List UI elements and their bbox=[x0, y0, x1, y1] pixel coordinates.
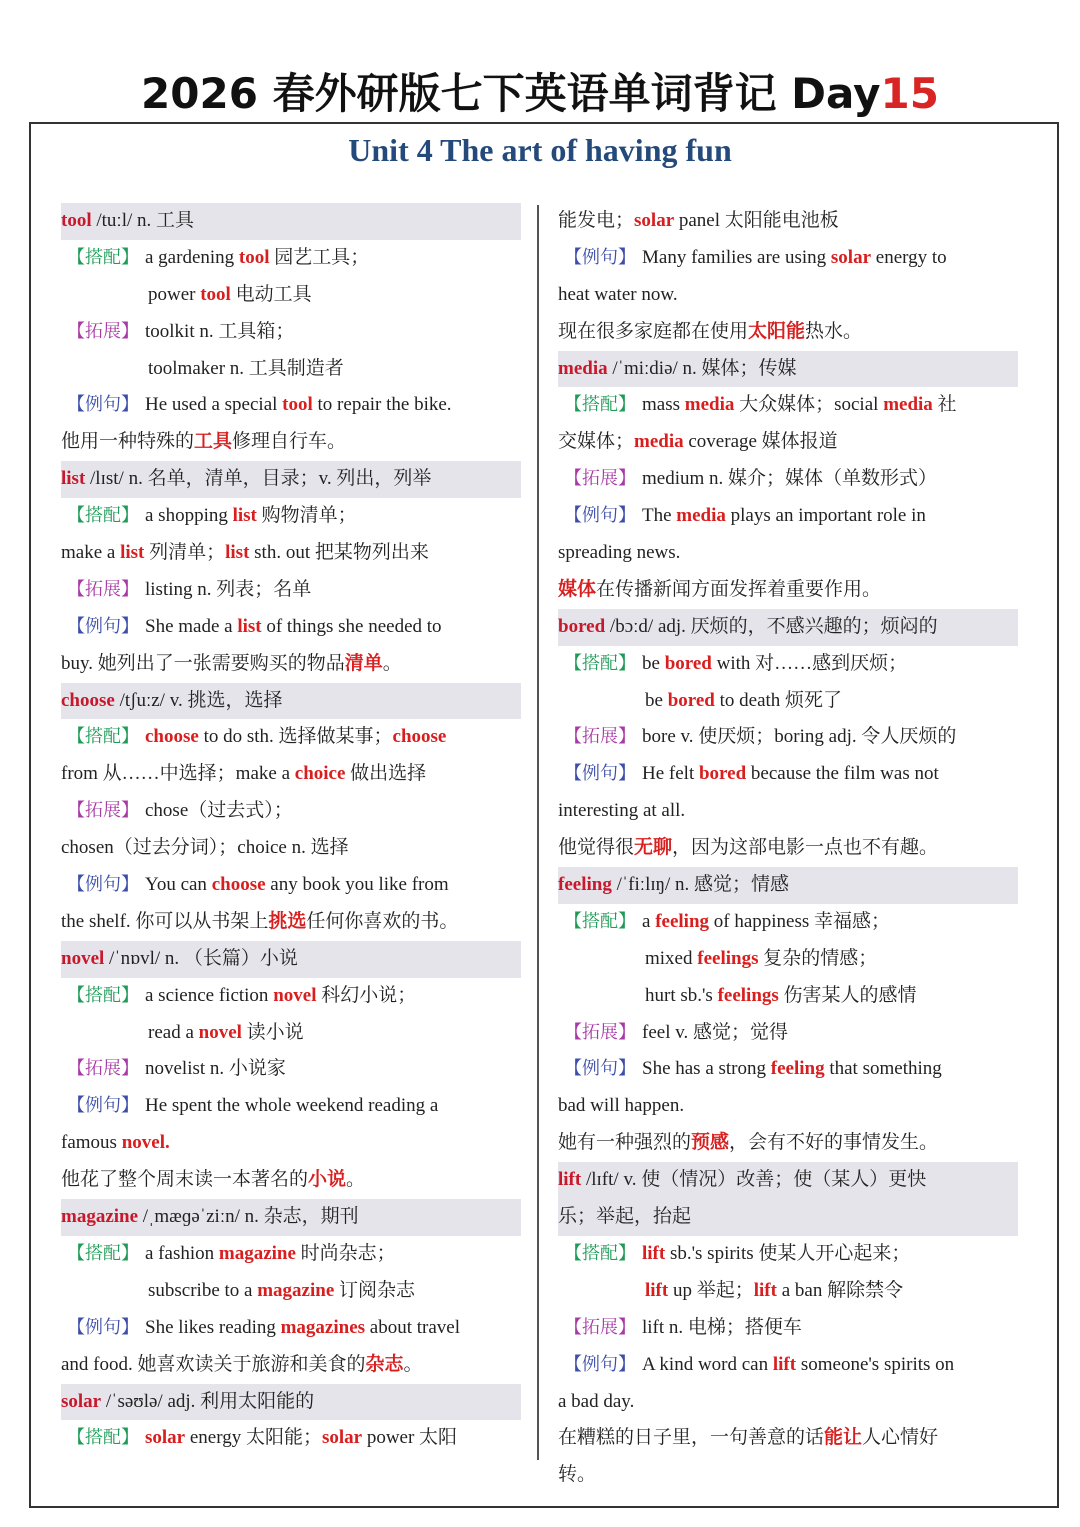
highlighted-word: bored bbox=[667, 689, 715, 711]
entry-tagged-line bbox=[61, 498, 521, 535]
section-tag: 【搭配】 bbox=[67, 1427, 139, 1449]
highlighted-word: bored bbox=[698, 763, 747, 785]
entry-tagged-line bbox=[61, 1088, 521, 1125]
highlighted-word: tool bbox=[238, 246, 270, 268]
highlighted-word: solar bbox=[830, 246, 872, 268]
line-text: 能发电； bbox=[558, 210, 635, 231]
line-text: 大众媒体；social bbox=[734, 394, 884, 416]
line-text: read a bbox=[148, 1021, 199, 1043]
line-text: Many families are using bbox=[642, 246, 831, 268]
highlighted-word: tool bbox=[282, 394, 313, 416]
entry-headword-line bbox=[61, 461, 521, 498]
line-text: about travel bbox=[365, 1316, 461, 1338]
line-text: any book you like from bbox=[265, 874, 449, 896]
highlighted-word: feeling bbox=[770, 1058, 825, 1080]
section-tag: 【例句】 bbox=[564, 1353, 636, 1375]
headword: tool bbox=[61, 210, 92, 231]
section-tag: 【拓展】 bbox=[67, 1058, 139, 1080]
highlighted-word: novel bbox=[198, 1021, 242, 1043]
line-text: 他用一种特殊的 bbox=[61, 431, 195, 453]
section-tag: 【搭配】 bbox=[564, 394, 636, 416]
section-tag: 【拓展】 bbox=[67, 800, 139, 822]
entry-text-line bbox=[558, 1125, 1018, 1162]
line-text: mass bbox=[642, 394, 685, 416]
entry-text-line bbox=[61, 1347, 521, 1384]
entry-tagged-line bbox=[61, 387, 521, 424]
line-text: that something bbox=[824, 1058, 942, 1080]
line-text: a shopping bbox=[145, 505, 233, 527]
line-text: 转。 bbox=[558, 1464, 597, 1486]
line-text: energy 太阳能； bbox=[185, 1427, 322, 1449]
line-text: coverage 媒体报道 bbox=[683, 431, 838, 453]
entry-tagged-line bbox=[61, 1051, 521, 1088]
section-tag: 【搭配】 bbox=[67, 1242, 139, 1264]
line-text: 做出选择 bbox=[345, 763, 427, 785]
line-text: 热水。 bbox=[805, 320, 863, 342]
line-text: sb.'s spirits 使某人开心起来； bbox=[665, 1242, 911, 1264]
highlighted-word: bored bbox=[664, 652, 712, 674]
entry-text-line bbox=[61, 1125, 521, 1162]
line-text: /lɪft/ v. 使（情况）改善；使（某人）更快 bbox=[581, 1169, 927, 1191]
section-tag: 【例句】 bbox=[67, 1316, 139, 1338]
entry-tagged-line bbox=[61, 867, 521, 904]
entry-text-line bbox=[558, 1273, 1018, 1310]
line-text: of happiness 幸福感； bbox=[709, 910, 891, 932]
highlighted-word: 挑选 bbox=[268, 910, 307, 932]
highlighted-word: novel. bbox=[121, 1132, 170, 1154]
highlighted-word: list bbox=[232, 505, 257, 527]
day-number: 15 bbox=[880, 69, 939, 118]
line-text: mixed bbox=[645, 947, 698, 969]
entry-headword-line bbox=[61, 683, 521, 720]
entry-headword-line bbox=[61, 203, 521, 240]
highlighted-word: 工具 bbox=[194, 431, 233, 453]
headword: bored bbox=[558, 615, 606, 637]
section-tag: 【拓展】 bbox=[564, 1021, 636, 1043]
entry-text-line bbox=[558, 203, 1018, 240]
line-text: a bad day. bbox=[558, 1390, 635, 1412]
highlighted-word: lift bbox=[645, 1279, 669, 1301]
line-text: and food. 她喜欢读关于旅游和美食的 bbox=[61, 1353, 366, 1375]
line-text: 任何你喜欢的书。 bbox=[306, 910, 459, 932]
headword: magazine bbox=[61, 1206, 139, 1228]
headword: media bbox=[558, 357, 608, 379]
line-text: You can bbox=[145, 874, 212, 896]
entry-tagged-line bbox=[558, 1236, 1018, 1273]
entry-text-line bbox=[61, 830, 521, 867]
entry-tagged-line bbox=[61, 609, 521, 646]
highlighted-word: choose bbox=[392, 726, 447, 748]
highlighted-word: choice bbox=[294, 763, 346, 785]
entry-tagged-line bbox=[61, 978, 521, 1015]
entry-text-line bbox=[61, 351, 521, 388]
highlighted-word: 清单 bbox=[344, 652, 383, 674]
line-text: She likes reading bbox=[145, 1316, 281, 1338]
line-text: subscribe to a bbox=[148, 1279, 258, 1301]
entry-text-line bbox=[558, 941, 1018, 978]
entry-text-line bbox=[61, 1162, 521, 1199]
line-text: He used a special bbox=[145, 394, 283, 416]
highlighted-word: choose bbox=[145, 726, 199, 748]
section-tag: 【拓展】 bbox=[564, 726, 636, 748]
highlighted-word: 无聊 bbox=[634, 837, 673, 859]
entry-text-line bbox=[558, 314, 1018, 351]
entry-tagged-line bbox=[61, 719, 521, 756]
line-text: a science fiction bbox=[145, 984, 274, 1006]
highlighted-word: 太阳能 bbox=[748, 320, 806, 342]
line-text: 乐；举起，抬起 bbox=[558, 1206, 692, 1228]
line-text: chosen（过去分词）；choice n. 选择 bbox=[61, 837, 349, 859]
entry-headword-line bbox=[558, 351, 1018, 388]
line-text: 交媒体； bbox=[558, 431, 635, 453]
section-tag: 【搭配】 bbox=[67, 984, 139, 1006]
section-tag: 【例句】 bbox=[67, 1095, 139, 1117]
column-divider bbox=[537, 205, 539, 1460]
section-tag: 【搭配】 bbox=[67, 246, 139, 268]
entry-tagged-line bbox=[61, 572, 521, 609]
entry-text-line bbox=[558, 1420, 1018, 1457]
line-text: make a bbox=[61, 542, 121, 564]
headword: choose bbox=[61, 689, 115, 711]
line-text: a ban 解除禁令 bbox=[776, 1279, 904, 1301]
highlighted-word: media bbox=[676, 505, 726, 527]
section-tag: 【拓展】 bbox=[564, 468, 636, 490]
line-text: 现在很多家庭都在使用 bbox=[558, 320, 749, 342]
headword: solar bbox=[61, 1390, 102, 1412]
line-text: 复杂的情感； bbox=[758, 947, 878, 969]
line-text: He spent the whole weekend reading a bbox=[145, 1095, 439, 1117]
line-text: feel v. 感觉；觉得 bbox=[642, 1021, 788, 1043]
unit-title: Unit 4 The art of having fun bbox=[348, 132, 732, 168]
entry-tagged-line bbox=[558, 1310, 1018, 1347]
line-text: buy. 她列出了一张需要购买的物品 bbox=[61, 652, 345, 674]
line-text: panel 太阳能电池板 bbox=[674, 210, 839, 231]
line-text: ，会有不好的事情发生。 bbox=[729, 1132, 939, 1154]
highlighted-word: lift bbox=[772, 1353, 797, 1375]
line-text: medium n. 媒介；媒体（单数形式） bbox=[642, 468, 938, 490]
line-text: spreading news. bbox=[558, 542, 681, 564]
highlighted-word: 杂志 bbox=[365, 1353, 404, 1375]
entry-tagged-line bbox=[558, 1051, 1018, 1088]
highlighted-word: feelings bbox=[697, 947, 759, 969]
entry-text-line bbox=[61, 1273, 521, 1310]
section-tag: 【例句】 bbox=[564, 1058, 636, 1080]
entry-text-line bbox=[61, 277, 521, 314]
line-text: /lɪst/ n. 名单，清单，目录；v. 列出，列举 bbox=[85, 468, 432, 490]
line-text: 列清单； bbox=[144, 542, 226, 564]
entry-text-line bbox=[61, 756, 521, 793]
highlighted-word: solar bbox=[145, 1427, 186, 1449]
line-text: up 举起； bbox=[668, 1279, 754, 1301]
line-text: ，因为这部电影一点也不有趣。 bbox=[672, 837, 939, 859]
line-text: bore v. 使厌烦；boring adj. 令人厌烦的 bbox=[642, 726, 957, 748]
entry-headword-line bbox=[558, 1162, 1018, 1199]
line-text: because the film was not bbox=[746, 763, 939, 785]
headword: lift bbox=[558, 1169, 582, 1191]
line-text: 社 bbox=[932, 394, 957, 416]
section-tag: 【搭配】 bbox=[564, 1242, 636, 1264]
line-text: heat water now. bbox=[558, 283, 678, 305]
line-text: /ˌmæɡəˈziːn/ n. 杂志，期刊 bbox=[138, 1206, 359, 1228]
highlighted-word: solar bbox=[634, 210, 675, 231]
line-text: /ˈfiːlɪŋ/ n. 感觉；情感 bbox=[611, 874, 790, 896]
entry-tagged-line bbox=[558, 1347, 1018, 1384]
line-text: plays an important role in bbox=[725, 505, 926, 527]
title-main: 2026 春外研版七下英语单词背记 Day bbox=[141, 69, 881, 118]
line-text: be bbox=[642, 652, 665, 674]
line-text: sth. out 把某物列出来 bbox=[249, 542, 429, 564]
entry-text-line bbox=[558, 1457, 1018, 1494]
line-text: 园艺工具； bbox=[269, 246, 370, 268]
entry-headword-line bbox=[61, 941, 521, 978]
highlighted-word: list bbox=[225, 542, 250, 564]
highlighted-word: lift bbox=[642, 1242, 666, 1264]
entry-headword-line bbox=[558, 1199, 1018, 1236]
line-text: 在传播新闻方面发挥着重要作用。 bbox=[596, 578, 882, 600]
highlighted-word: feeling bbox=[655, 910, 710, 932]
highlighted-word: media bbox=[634, 431, 684, 453]
section-tag: 【拓展】 bbox=[564, 1316, 636, 1338]
entry-text-line bbox=[558, 683, 1018, 720]
highlighted-word: list bbox=[120, 542, 145, 564]
line-text: She has a strong bbox=[642, 1058, 771, 1080]
line-text: 在糟糕的日子里，一句善意的话 bbox=[558, 1427, 825, 1449]
line-text: 电动工具 bbox=[230, 283, 312, 305]
line-text: 她有一种强烈的 bbox=[558, 1132, 692, 1154]
section-tag: 【拓展】 bbox=[67, 320, 139, 342]
line-text: power 太阳 bbox=[362, 1427, 458, 1449]
section-tag: 【拓展】 bbox=[67, 578, 139, 600]
entry-tagged-line bbox=[558, 240, 1018, 277]
line-text: a bbox=[642, 910, 656, 932]
line-text: novelist n. 小说家 bbox=[145, 1058, 286, 1080]
line-text: a gardening bbox=[145, 246, 239, 268]
section-tag: 【例句】 bbox=[564, 763, 636, 785]
section-tag: 【搭配】 bbox=[564, 652, 636, 674]
line-text: 订阅杂志 bbox=[334, 1279, 416, 1301]
entry-tagged-line bbox=[558, 498, 1018, 535]
line-text: with 对……感到厌烦； bbox=[711, 652, 908, 674]
highlighted-word: lift bbox=[753, 1279, 777, 1301]
section-tag: 【例句】 bbox=[564, 505, 636, 527]
entry-text-line bbox=[558, 535, 1018, 572]
line-text: /ˈmiːdiə/ n. 媒体；传媒 bbox=[607, 357, 797, 379]
section-tag: 【例句】 bbox=[67, 874, 139, 896]
highlighted-word: list bbox=[237, 615, 262, 637]
highlighted-word: media bbox=[684, 394, 735, 416]
line-text: 读小说 bbox=[241, 1021, 304, 1043]
entry-text-line bbox=[558, 1088, 1018, 1125]
line-text: be bbox=[645, 689, 668, 711]
line-text: The bbox=[642, 505, 677, 527]
line-text: 。 bbox=[382, 652, 402, 674]
entry-tagged-line bbox=[558, 1015, 1018, 1052]
entry-tagged-line bbox=[558, 904, 1018, 941]
page-title bbox=[0, 66, 1080, 122]
section-tag: 【搭配】 bbox=[67, 505, 139, 527]
entry-text-line bbox=[61, 535, 521, 572]
entry-text-line bbox=[558, 572, 1018, 609]
line-text: /ˈsəʊlə/ adj. 利用太阳能的 bbox=[101, 1390, 315, 1412]
line-text: lift n. 电梯；搭便车 bbox=[642, 1316, 802, 1338]
line-text: to death 烦死了 bbox=[714, 689, 843, 711]
highlighted-word: 能让 bbox=[824, 1427, 863, 1449]
line-text: of things she needed to bbox=[261, 615, 442, 637]
entry-tagged-line bbox=[558, 719, 1018, 756]
line-text: 购物清单； bbox=[256, 505, 357, 527]
highlighted-word: 预感 bbox=[691, 1132, 730, 1154]
line-text: /ˈnɒvl/ n. （长篇）小说 bbox=[104, 947, 298, 969]
left-column bbox=[61, 203, 521, 1457]
line-text: famous bbox=[61, 1132, 122, 1154]
entry-tagged-line bbox=[61, 793, 521, 830]
line-text: power bbox=[148, 283, 201, 305]
entry-text-line bbox=[61, 646, 521, 683]
highlighted-word: magazine bbox=[218, 1242, 296, 1264]
line-text: interesting at all. bbox=[558, 800, 686, 822]
section-tag: 【例句】 bbox=[564, 246, 636, 268]
line-text: from 从……中选择；make a bbox=[61, 763, 295, 785]
line-text: to do sth. 选择做某事； bbox=[198, 726, 393, 748]
line-text: 人心情好 bbox=[862, 1427, 939, 1449]
line-text: 时尚杂志； bbox=[295, 1242, 396, 1264]
line-text: bad will happen. bbox=[558, 1095, 685, 1117]
highlighted-word: media bbox=[883, 394, 933, 416]
highlighted-word: solar bbox=[321, 1427, 363, 1449]
entry-text-line bbox=[61, 904, 521, 941]
highlighted-word: tool bbox=[200, 283, 231, 305]
entry-text-line bbox=[61, 424, 521, 461]
line-text: 伤害某人的感情 bbox=[778, 984, 917, 1006]
line-text: 。 bbox=[403, 1353, 423, 1375]
entry-tagged-line bbox=[558, 461, 1018, 498]
entry-text-line bbox=[558, 978, 1018, 1015]
headword: list bbox=[61, 468, 86, 490]
line-text: hurt sb.'s bbox=[645, 984, 718, 1006]
entry-text-line bbox=[558, 424, 1018, 461]
line-text: She made a bbox=[145, 615, 238, 637]
line-text: chose（过去式）； bbox=[145, 800, 293, 822]
line-text: toolkit n. 工具箱； bbox=[145, 320, 295, 342]
entry-tagged-line bbox=[61, 1236, 521, 1273]
line-text: toolmaker n. 工具制造者 bbox=[148, 357, 344, 379]
line-text: A kind word can bbox=[642, 1353, 773, 1375]
entry-tagged-line bbox=[61, 314, 521, 351]
entry-headword-line bbox=[61, 1199, 521, 1236]
line-text: /tuːl/ n. 工具 bbox=[91, 210, 195, 231]
highlighted-word: 小说 bbox=[308, 1169, 347, 1191]
highlighted-word: feelings bbox=[717, 984, 779, 1006]
line-text: 修理自行车。 bbox=[232, 431, 347, 453]
highlighted-word: choose bbox=[211, 874, 266, 896]
entry-text-line bbox=[558, 1384, 1018, 1421]
highlighted-word: novel bbox=[273, 984, 317, 1006]
entry-tagged-line bbox=[61, 1420, 521, 1457]
entry-tagged-line bbox=[558, 756, 1018, 793]
highlighted-word: 媒体 bbox=[558, 578, 597, 600]
entry-text-line bbox=[558, 277, 1018, 314]
line-text: a fashion bbox=[145, 1242, 219, 1264]
section-tag: 【例句】 bbox=[67, 394, 139, 416]
line-text: energy to bbox=[871, 246, 947, 268]
headword: novel bbox=[61, 947, 105, 969]
line-text: listing n. 列表；名单 bbox=[145, 578, 312, 600]
line-text: He felt bbox=[642, 763, 699, 785]
entry-tagged-line bbox=[558, 646, 1018, 683]
entry-headword-line bbox=[558, 867, 1018, 904]
line-text: the shelf. 你可以从书架上 bbox=[61, 910, 269, 932]
entry-text-line bbox=[61, 1015, 521, 1052]
entry-text-line bbox=[558, 830, 1018, 867]
entry-text-line bbox=[558, 793, 1018, 830]
highlighted-word: magazine bbox=[257, 1279, 335, 1301]
right-column bbox=[558, 203, 1018, 1494]
entry-headword-line bbox=[558, 609, 1018, 646]
entry-tagged-line bbox=[61, 1310, 521, 1347]
headword: feeling bbox=[558, 874, 612, 896]
line-text: 他觉得很 bbox=[558, 837, 635, 859]
section-tag: 【例句】 bbox=[67, 615, 139, 637]
line-text: 他花了整个周末读一本著名的 bbox=[61, 1169, 309, 1191]
line-text: 。 bbox=[346, 1169, 366, 1191]
section-tag: 【搭配】 bbox=[564, 910, 636, 932]
line-text: /bɔːd/ adj. 厌烦的，不感兴趣的；烦闷的 bbox=[605, 615, 938, 637]
entry-tagged-line bbox=[61, 240, 521, 277]
line-text: to repair the bike. bbox=[312, 394, 452, 416]
entry-tagged-line bbox=[558, 387, 1018, 424]
highlighted-word: magazines bbox=[280, 1316, 366, 1338]
line-text: someone's spirits on bbox=[796, 1353, 955, 1375]
line-text: 科幻小说； bbox=[316, 984, 417, 1006]
line-text: /tʃuːz/ v. 挑选，选择 bbox=[114, 689, 283, 711]
section-tag: 【搭配】 bbox=[67, 726, 139, 748]
entry-headword-line bbox=[61, 1384, 521, 1421]
